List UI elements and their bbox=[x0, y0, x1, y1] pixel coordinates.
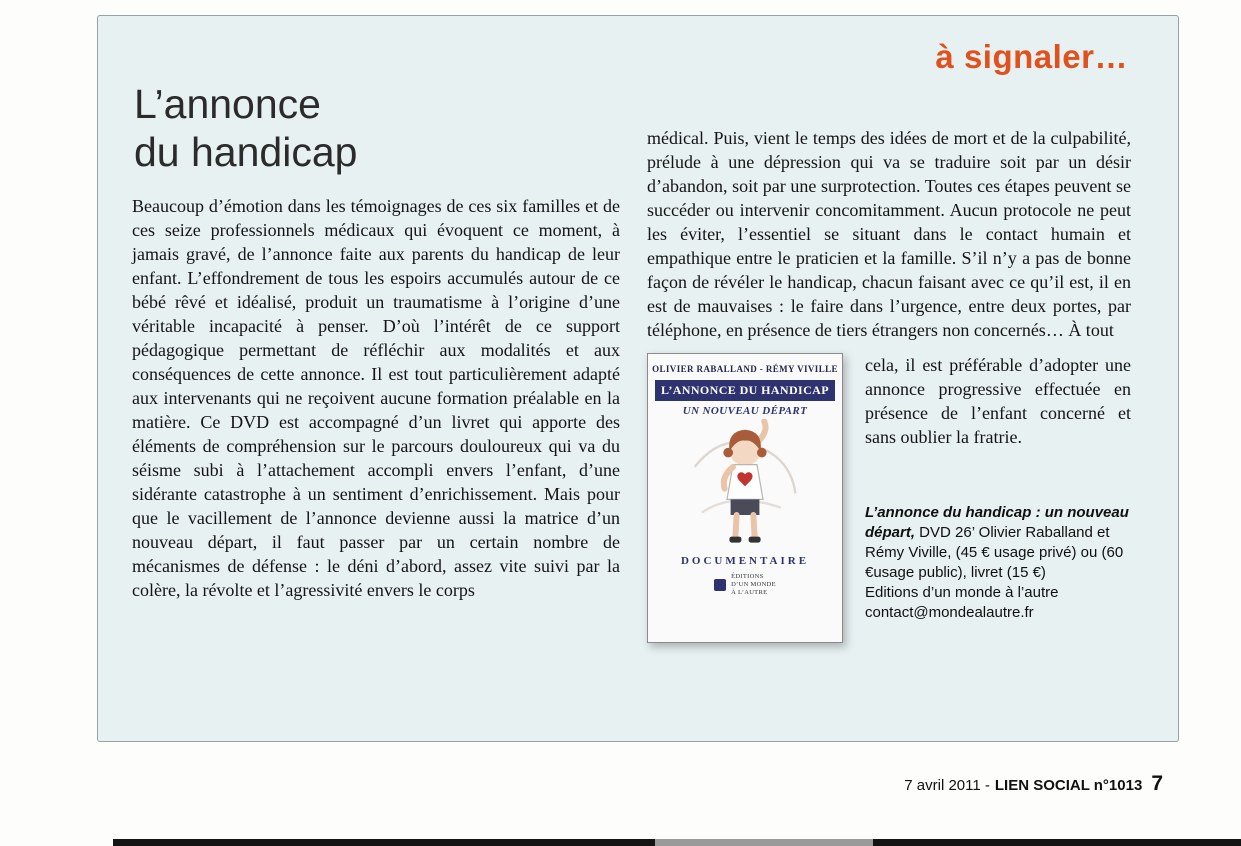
caption-title: L’annonce du handicap : un nouveau départ, bbox=[865, 504, 1129, 541]
page-footer bbox=[904, 772, 1163, 796]
article-panel bbox=[97, 15, 1179, 742]
dvd-cover-subtitle: UN NOUVEAU DÉPART bbox=[682, 405, 808, 417]
article-body-left-column: Beaucoup d’émotion dans les témoignages de ces six familles et de ces seize professionnels médicaux qui évoquent ce moment, à jamais gravé, de l’annonce faite aux parents du handicap de leur enfant. L’effondrement de tous les espoirs accumulés autour de ce bébé rêvé et idéalisé, produit un traumatisme à l’origine d’une véritable incapacité à penser. D’où l’intérêt de ce support pédagogique permettant de réfléchir aux modalités et aux conséquences de cette annonce. Il est tout particulièrement adapté aux intervenants qui ne reçoivent aucune formation préalable en la matière. Ce DVD est accompagné d’un livret qui apporte des éléments de compréhension sur le parcours douloureux qui va du séisme subi à l’attachement accompli envers l’enfant, d’une sidérante catastrophe à un sentiment d’enrichissement. Mais pour que le vacillement de l’annonce devienne aussi la matrice d’un nouveau départ, il faut passer par un certain nombre de mécanismes de défense : le déni d’abord, assez vite suivi par la colère, la révolte et l’agressivité envers le corps bbox=[132, 196, 620, 600]
footer-magazine-brand: LIEN SOCIAL n°1013 bbox=[994, 777, 1143, 794]
dvd-cover-image bbox=[647, 353, 843, 643]
article-title-line1: L’annonce bbox=[134, 81, 321, 127]
dvd-cover-title: L’ANNONCE DU HANDICAP bbox=[655, 380, 835, 401]
right-wrap-column bbox=[865, 353, 1131, 643]
article-body-right-column bbox=[647, 126, 1131, 643]
dvd-cover-publisher bbox=[714, 573, 776, 597]
publisher-logo-icon bbox=[714, 579, 726, 591]
dvd-cover-authors: OLIVIER RABALLAND - RÉMY VIVILLE bbox=[652, 364, 838, 374]
caption-publisher: Editions d’un monde à l’autre bbox=[865, 584, 1059, 601]
caption-body: DVD 26’ Olivier Raballand et Rémy Viville, (45 € usage privé) ou (60 €usage public), livret (15 €) bbox=[865, 524, 1124, 581]
dvd-caption bbox=[865, 503, 1131, 623]
scan-edge-strip-light bbox=[655, 839, 873, 846]
section-heading-a-signaler: à signaler… bbox=[935, 38, 1128, 75]
article-title-line2: du handicap bbox=[134, 129, 358, 175]
wrap-text-paragraph: cela, il est préférable d’adopter une annonce progressive effectuée en présence de l’enfant concerné et sans oublier la fratrie. bbox=[865, 355, 1131, 447]
publisher-name: ÉDITIONS D’UN MONDE À L’AUTRE bbox=[731, 573, 776, 597]
right-column-paragraph: médical. Puis, vient le temps des idées de mort et de la culpabilité, prélude à une dépression qui va se traduire soit par un désir d’abandon, soit par une surprotection. Toutes ces étapes peuvent se succéder ou intervenir concomitamment. Aucun protocole ne peut les éviter, l’essentiel se situant dans le contact humain et empathique entre le praticien et la famille. S’il n’y a pas de bonne façon de révéler le handicap, chacun faisant avec ce qu’il est, il en est de mauvaises : le faire dans l’urgence, entre deux portes, par téléphone, en présence de tiers étrangers non concernés… À tout bbox=[647, 128, 1131, 340]
footer-date: 7 avril 2011 - bbox=[904, 777, 990, 794]
footer-page-number: 7 bbox=[1151, 772, 1163, 795]
dvd-cover-genre-label: DOCUMENTAIRE bbox=[680, 555, 810, 567]
dvd-cover-illustration bbox=[685, 419, 805, 551]
dvd-and-wrap-text-row bbox=[647, 353, 1131, 643]
article-title bbox=[134, 80, 357, 176]
caption-email: contact@mondealautre.fr bbox=[865, 604, 1034, 621]
